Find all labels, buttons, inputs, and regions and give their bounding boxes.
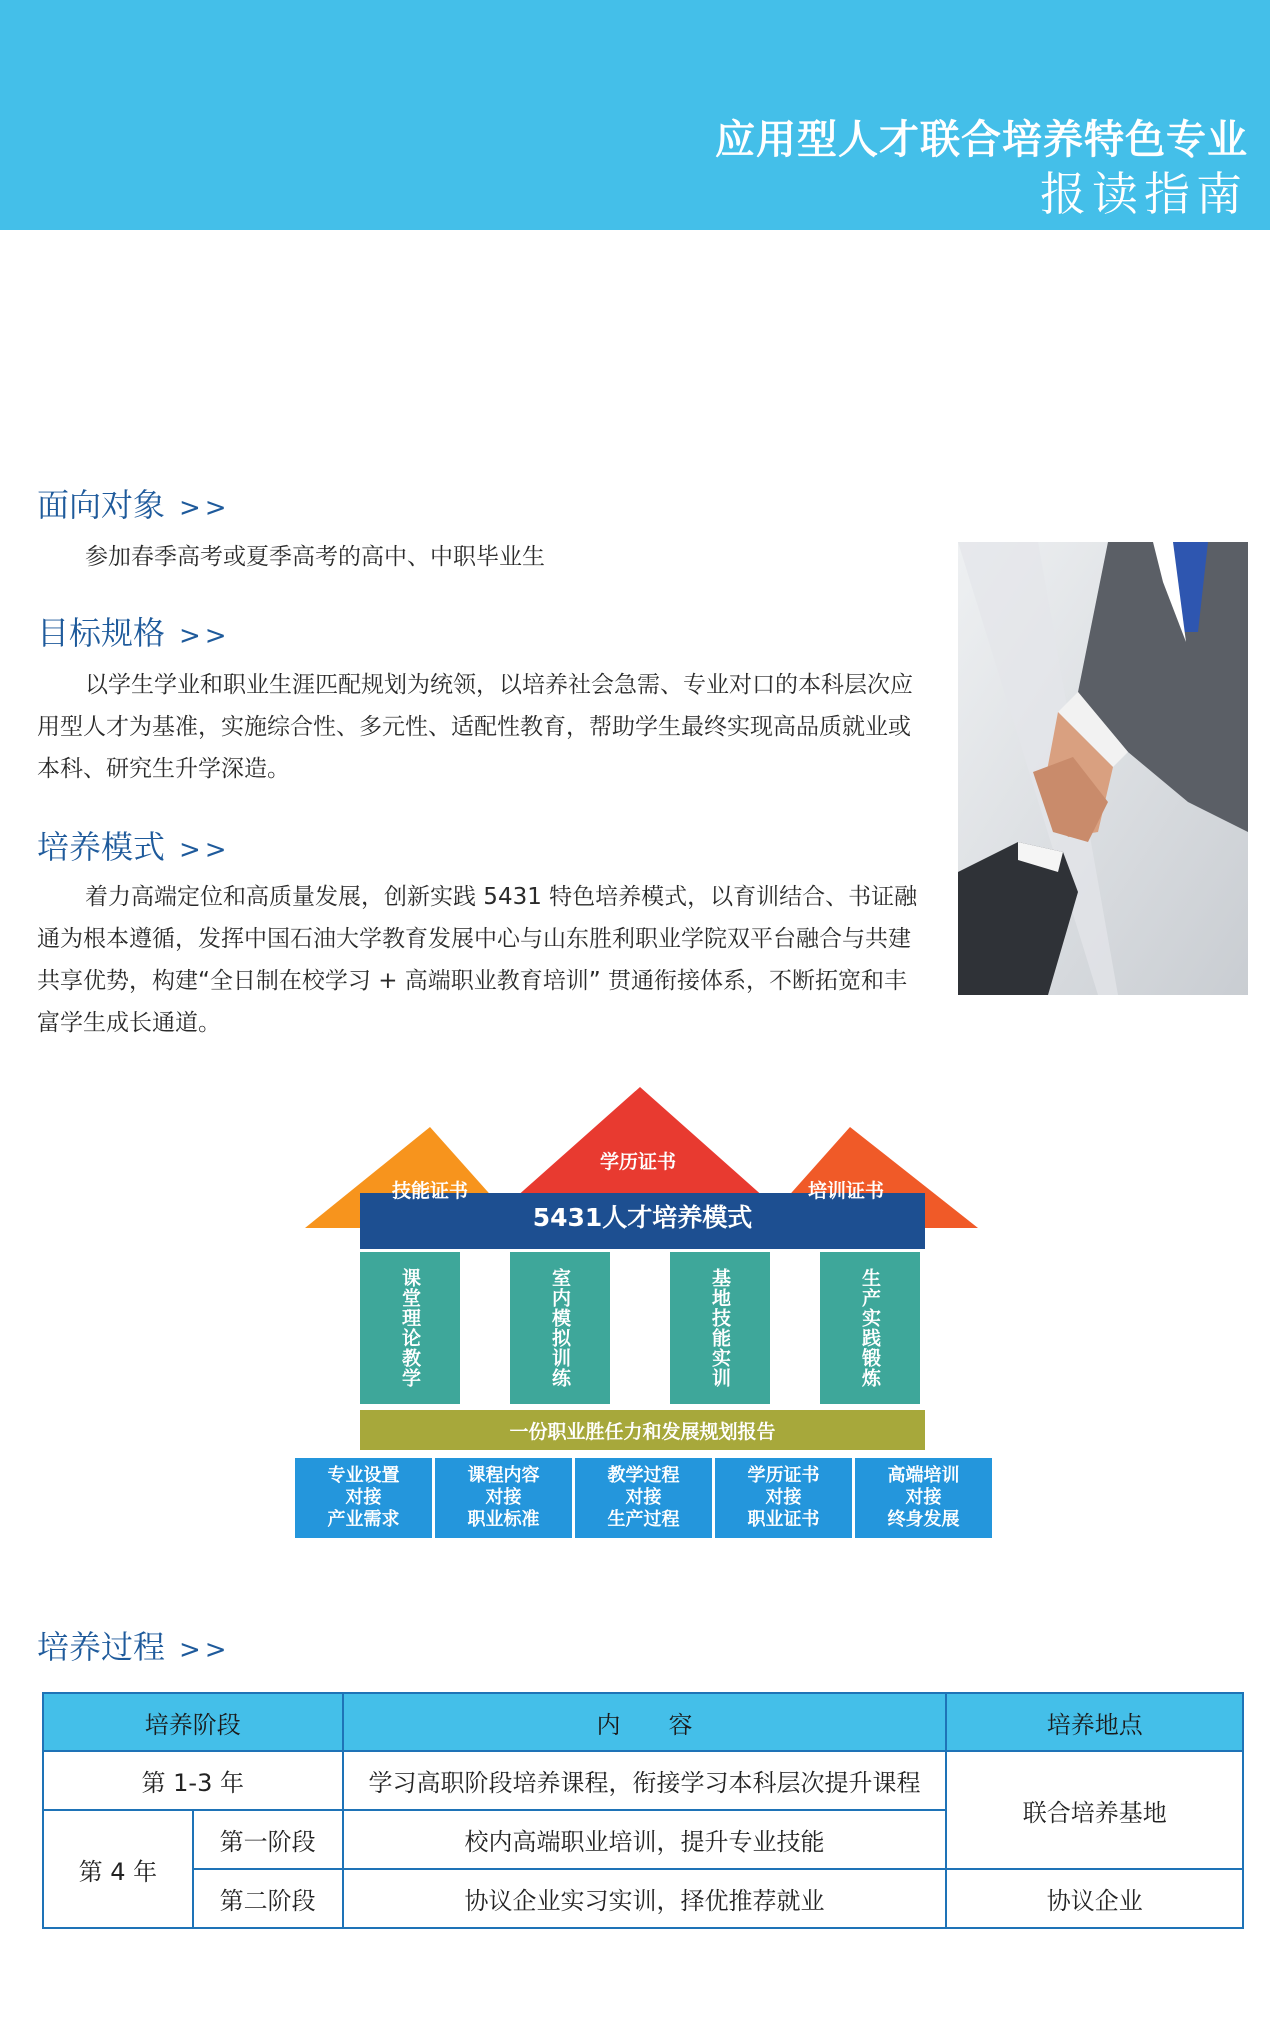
- pillar-4: [820, 1252, 920, 1404]
- target-paragraph: 参加春季高考或夏季高考的高中、中职毕业生: [85, 544, 545, 570]
- box-line: 终身发展: [887, 1509, 960, 1530]
- goal-paragraph: 以学生学业和职业生涯匹配规划为统领，以培养社会急需、专业对口的本科层次应用型人才为基准，实施综合性、多元性、适配性教育，帮助学生最终实现高品质就业或本科、研究生升学深造。: [37, 672, 913, 782]
- box-line: 学历证书: [747, 1465, 820, 1486]
- mode-paragraph: 着力高端定位和高质量发展，创新实践 5431 特色培养模式，以育训结合、书证融通为根本遵循，发挥中国石油大学教育发展中心与山东胜利职业学院双平台融合与共建共享优势，构建“全日制在校学习 + 高端职业教育培训” 贯通衔接体系，不断拓宽和丰富学生成长通道。: [37, 884, 918, 1036]
- box-line: 高端培训: [887, 1465, 960, 1486]
- table-header-row: [43, 1693, 1243, 1751]
- header-place: 培养地点: [946, 1693, 1243, 1751]
- banner-underline: [360, 1241, 925, 1249]
- section-title-text: 培养模式: [37, 828, 166, 866]
- box-line: 对接: [905, 1487, 942, 1508]
- box-line: 专业设置: [327, 1465, 400, 1486]
- row2-sub: 第一阶段: [193, 1810, 343, 1869]
- header-title-line1: 应用型人才联合培养特色专业: [715, 117, 1248, 163]
- handshake-icon: [958, 542, 1248, 995]
- arrows-icon: >>: [179, 835, 231, 865]
- table-row: [43, 1869, 1243, 1928]
- box-line: 对接: [345, 1487, 382, 1508]
- section-title-goal: [37, 608, 231, 654]
- process-table: [42, 1692, 1244, 1929]
- box-line: 对接: [485, 1487, 522, 1508]
- section-title-target: [37, 480, 231, 526]
- pillar-label: 基地技能实训: [709, 1268, 731, 1388]
- row2-content: 校内高端职业培训，提升专业技能: [343, 1810, 947, 1869]
- box-line: 课程内容: [467, 1465, 540, 1486]
- section-title-text: 目标规格: [37, 614, 166, 652]
- base-bar: 一份职业胜任力和发展规划报告: [360, 1410, 925, 1450]
- box-line: 对接: [625, 1487, 662, 1508]
- arrows-icon: >>: [179, 621, 231, 651]
- roof-center-shape: [515, 1087, 765, 1198]
- bottom-box-5: [855, 1458, 992, 1538]
- place-joint-base: 联合培养基地: [946, 1751, 1243, 1869]
- pillar-3: [670, 1252, 770, 1404]
- bottom-box-2: [435, 1458, 572, 1538]
- pillar-label: 生产实践锻炼: [859, 1268, 881, 1388]
- section-title-text: 面向对象: [37, 486, 166, 524]
- pillar-2: [510, 1252, 610, 1404]
- bottom-box-3: [575, 1458, 712, 1538]
- roof-right-label: 培训证书: [808, 1180, 885, 1202]
- section-title-process: [37, 1622, 231, 1668]
- roof-left-label: 技能证书: [392, 1180, 469, 1202]
- roof-center-label: 学历证书: [600, 1151, 677, 1173]
- handshake-photo: [958, 542, 1248, 995]
- pillar-label: 课堂理论教学: [399, 1268, 421, 1388]
- header-banner: [0, 0, 1270, 230]
- pillar-label: 室内模拟训练: [549, 1268, 571, 1388]
- bottom-box-1: [295, 1458, 432, 1538]
- box-line: 对接: [765, 1487, 802, 1508]
- header-title-line2: 报读指南: [1040, 167, 1248, 221]
- header-content: 内 容: [343, 1693, 947, 1751]
- box-line: 生产过程: [607, 1509, 680, 1530]
- arrows-icon: >>: [179, 1635, 231, 1665]
- row1-stage: 第 1-3 年: [43, 1751, 343, 1810]
- table-row: [43, 1751, 1243, 1810]
- box-line: 职业标准: [467, 1509, 540, 1530]
- bottom-box-4: [715, 1458, 852, 1538]
- arrows-icon: >>: [179, 493, 231, 523]
- header-stage: 培养阶段: [43, 1693, 343, 1751]
- box-line: 职业证书: [747, 1509, 820, 1530]
- row3-content: 协议企业实习实训，择优推荐就业: [343, 1869, 947, 1928]
- section-title-text: 培养过程: [37, 1628, 166, 1666]
- pillar-1: [360, 1252, 460, 1404]
- banner-label: 5431人才培养模式: [532, 1203, 753, 1232]
- box-line: 教学过程: [607, 1465, 680, 1486]
- section-title-mode: [37, 822, 231, 868]
- year4-cell: 第 4 年: [43, 1810, 193, 1928]
- box-line: 产业需求: [327, 1509, 400, 1530]
- row3-sub: 第二阶段: [193, 1869, 343, 1928]
- place-enterprise: 协议企业: [946, 1869, 1243, 1928]
- row1-content: 学习高职阶段培养课程，衔接学习本科层次提升课程: [343, 1751, 947, 1810]
